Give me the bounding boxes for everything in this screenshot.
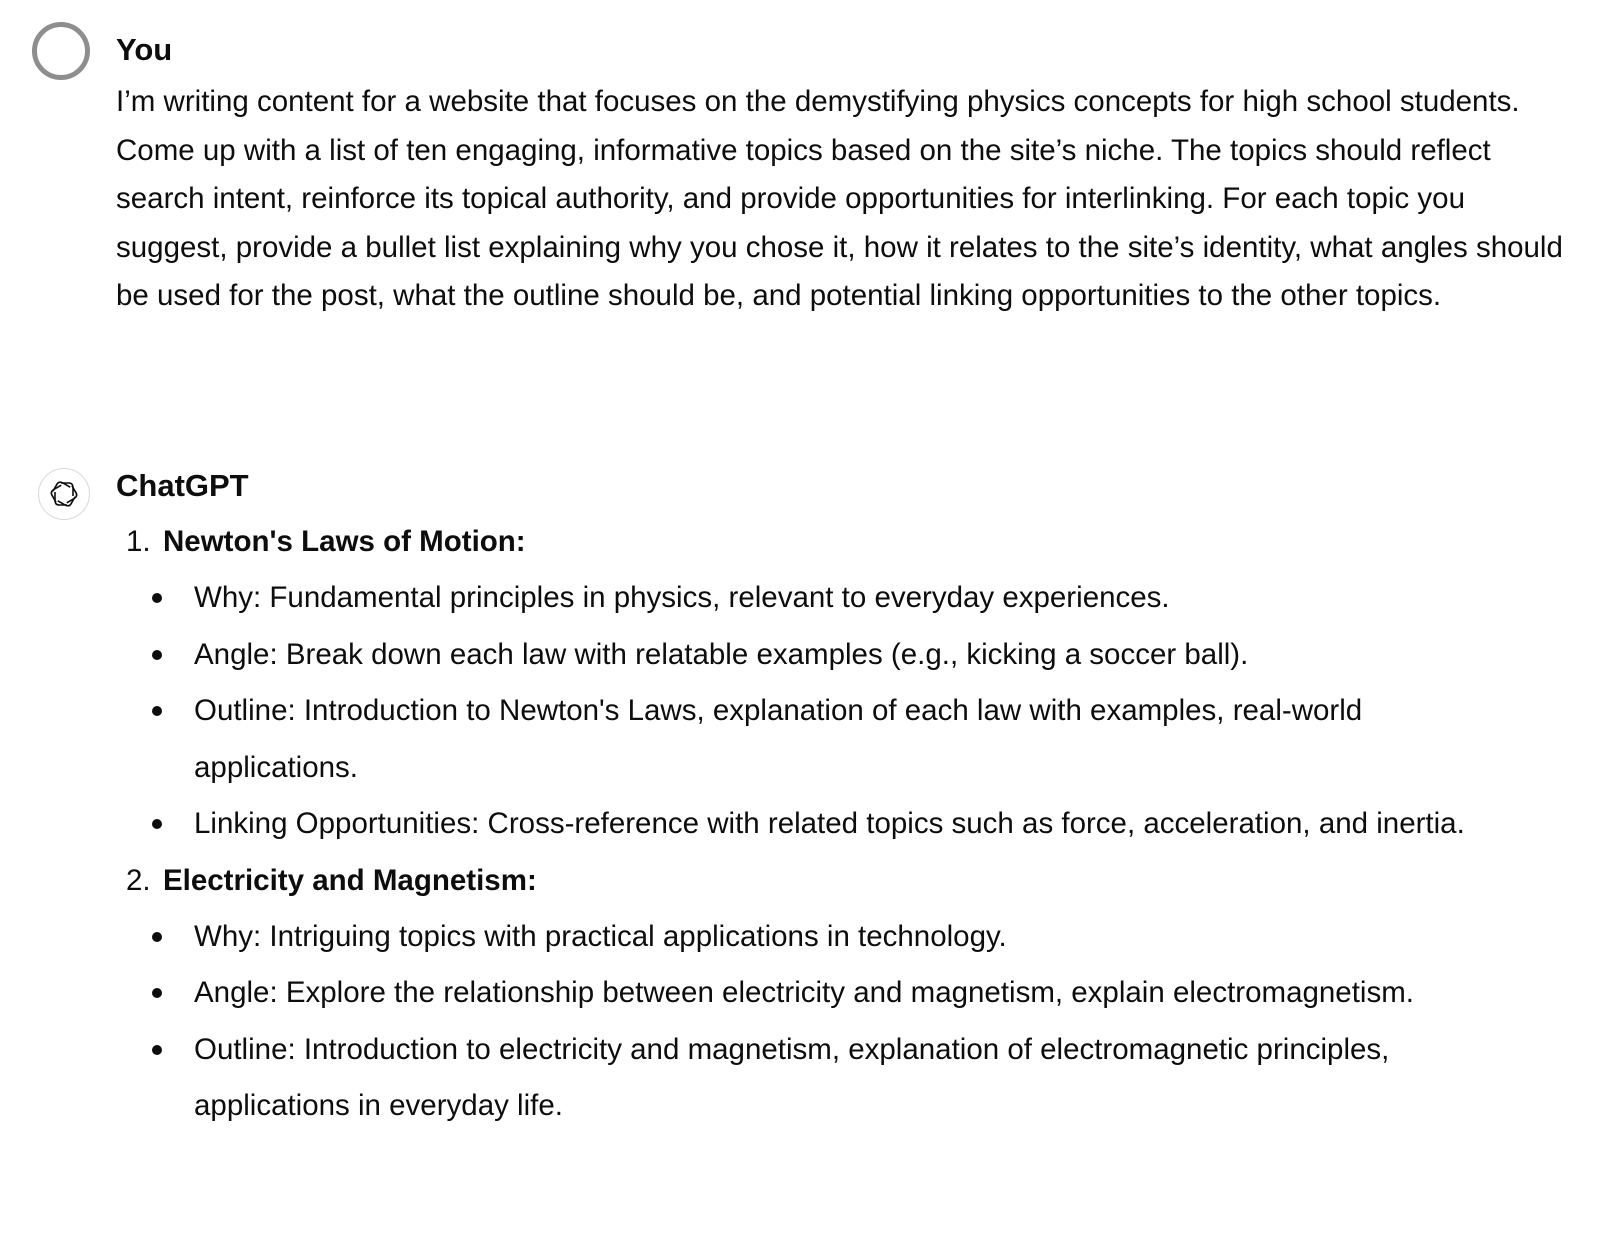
topic-heading bbox=[0, 853, 1600, 909]
bullet-dot-icon bbox=[152, 932, 162, 942]
user-avatar-icon bbox=[32, 22, 90, 80]
assistant-author-name: ChatGPT bbox=[116, 468, 249, 503]
topic-item bbox=[0, 514, 1600, 853]
bullet-item bbox=[0, 1022, 1494, 1135]
openai-logo-icon bbox=[47, 477, 81, 511]
topic-title: Electricity and Magnetism: bbox=[163, 863, 537, 897]
bullet-text: Outline: Introduction to electricity and magnetism, explanation of electromagnetic principles, applications in everyday life. bbox=[194, 1032, 1390, 1122]
bullet-text: Why: Intriguing topics with practical applications in technology. bbox=[194, 919, 1007, 953]
user-author-name: You bbox=[116, 32, 173, 67]
topic-bullet-list bbox=[0, 909, 1600, 1135]
assistant-avatar bbox=[38, 468, 90, 520]
bullet-dot-icon bbox=[152, 706, 162, 716]
bullet-item bbox=[0, 796, 1494, 853]
bullet-item bbox=[0, 627, 1494, 684]
bullet-item bbox=[0, 909, 1494, 966]
bullet-dot-icon bbox=[152, 819, 162, 829]
bullet-item bbox=[0, 570, 1494, 627]
bullet-item bbox=[0, 965, 1494, 1022]
topic-heading bbox=[0, 514, 1600, 570]
bullet-text: Why: Fundamental principles in physics, relevant to everyday experiences. bbox=[194, 581, 1170, 614]
user-message-text: I’m writing content for a website that focuses on the demystifying physics concepts for high school students. Come up with a list of ten engaging, informative topics based on the site’s niche. The topics should reflect search intent, reinforce its topical authority, and provide opportunities for interlinking. For each topic you suggest, provide a bullet list explaining why you chose it, how it relates to the site’s identity, what angles should be used for the post, what the outline should be, and potential linking opportunities to the other topics. bbox=[116, 85, 1563, 312]
topic-bullet-list bbox=[0, 570, 1600, 853]
bullet-dot-icon bbox=[152, 650, 162, 660]
bullet-dot-icon bbox=[152, 593, 162, 603]
bullet-text: Linking Opportunities: Cross-reference with related topics such as force, acceleration, and inertia. bbox=[194, 807, 1465, 840]
topic-number: 1. bbox=[126, 525, 151, 558]
bullet-text: Angle: Break down each law with relatable examples (e.g., kicking a soccer ball). bbox=[194, 637, 1249, 671]
bullet-dot-icon bbox=[152, 1045, 162, 1055]
bullet-text: Outline: Introduction to Newton's Laws, explanation of each law with examples, real-world applications. bbox=[194, 694, 1363, 784]
assistant-answer bbox=[0, 514, 1600, 1135]
topic-item bbox=[0, 853, 1600, 1135]
bullet-text: Angle: Explore the relationship between electricity and magnetism, explain electromagnetism. bbox=[194, 976, 1414, 1009]
bullet-dot-icon bbox=[152, 988, 162, 998]
topic-title: Newton's Laws of Motion: bbox=[163, 525, 526, 558]
topic-number: 2. bbox=[126, 863, 151, 897]
bullet-item bbox=[0, 683, 1494, 796]
